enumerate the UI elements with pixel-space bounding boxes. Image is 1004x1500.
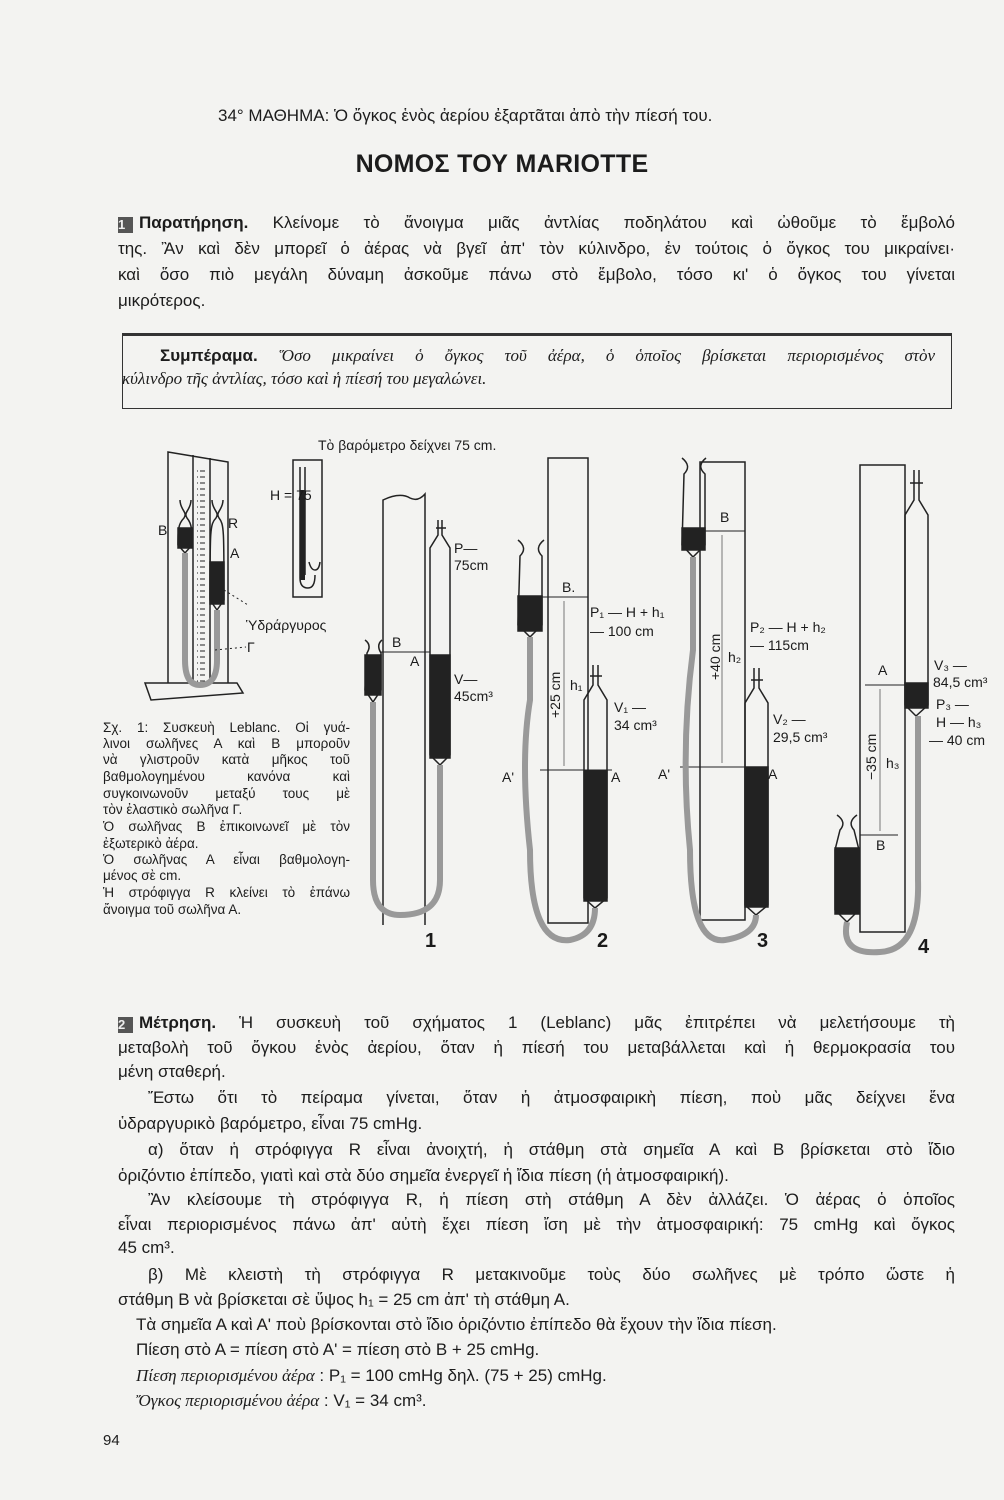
barometer-height: H = 75 [270, 487, 312, 503]
panel-number: 3 [757, 930, 769, 952]
p2-pressure: P₁ — H + h₁ [590, 604, 665, 620]
volume-result [136, 1391, 973, 1411]
caption-line: λινοι σωλῆνες Α καὶ Β μποροῦν [103, 736, 350, 751]
p4-pressure-formula: H — h₃ [936, 714, 982, 730]
conclusion-label: Συμπέραμα. [160, 346, 258, 365]
caption-line: ἐξωτερικὸ ἀέρα. [103, 836, 199, 851]
barometer-note: Τὸ βαρόμετρο δείχνει 75 cm. [318, 437, 497, 453]
section1-line: της. Ἂν καὶ δὲν μπορεῖ ὁ ἀέρας νὰ βγεῖ ἀπ' τὸν κύλινδρο, ἐν τούτοις ὁ ὄγκος του μικραίνει· [118, 239, 955, 258]
section1-line: μικρότερος. [118, 291, 206, 310]
p4-volume: V₃ — [934, 657, 967, 673]
page-title: ΝΟΜΟΣ ΤΟΥ MARIOTTE [355, 150, 649, 178]
section2-line: Τὰ σημεῖα Α καὶ Α' ποὺ βρίσκονται στὸ ἴδιο ὁριζόντιο ἐπίπεδο θὰ ἔχουν τὴν ἴδια πίεση. [136, 1315, 777, 1334]
p2-label-B: B. [562, 579, 576, 595]
p2-label-A-prime: A' [502, 769, 515, 785]
p2-pressure-value: — 100 cm [590, 623, 654, 639]
p3-pressure-value: — 115cm [750, 637, 809, 653]
volume-value: : V₁ = 34 cm³. [323, 1391, 427, 1410]
p3-label-A: A [768, 766, 778, 782]
p4-pressure: P₃ — [936, 696, 969, 712]
p4-volume-value: 84,5 cm³ [933, 674, 988, 690]
panel-number: 1 [425, 930, 437, 952]
section2-line: μένη σταθερή. [118, 1062, 226, 1081]
section2-heading: Μέτρηση. [139, 1013, 217, 1032]
panel-4 [835, 465, 928, 952]
conclusion-line: κύλινδρο τῆς ἀντλίας, τόσο καὶ ἡ πίεσή του μεγαλώνει. [122, 369, 487, 388]
caption-line: τὸν ἐλαστικὸ σωλῆνα Γ. [103, 802, 243, 817]
label-B: B [158, 522, 168, 538]
section2-line: στάθμη Β νὰ βρίσκεται σὲ ὕψος h₁ = 25 cm ἀπ' τὴ στάθμη Α. [118, 1290, 570, 1309]
p2-volume: V₁ — [614, 699, 646, 715]
p4-height: −35 cm [863, 733, 879, 780]
section2-line: Ἂν κλείσουμε τὴ στρόφιγγα R, ἡ πίεση στὴ στάθμη Α δὲν ἀλλάζει. Ὁ ἀέρας ὁ ὁποῖος [148, 1190, 955, 1209]
label-gamma: Γ [247, 639, 255, 655]
label-A: A [230, 545, 240, 561]
pressure-label: Πίεση περιορισμένου ἀέρα [136, 1366, 315, 1385]
p3-pressure: P₂ — H + h₂ [750, 619, 826, 635]
p4-label-A: A [878, 662, 888, 678]
caption-line: μένος σὲ cm. [103, 868, 182, 883]
section-number-badge: 1 [118, 217, 133, 233]
caption-line: νὰ γλιστροῦν κατὰ μῆκος τοῦ [103, 752, 350, 767]
p4-pressure-value: — 40 cm [929, 732, 986, 748]
conclusion-text: Ὅσο μικραίνει ὁ ὄγκος τοῦ ἀέρα, ὁ ὁποῖος βρίσκεται περιορισμένος στὸν [279, 346, 936, 365]
section2-line [118, 1013, 955, 1033]
caption-line: Ὁ σωλῆνας Α εἶναι βαθμολογη- [103, 852, 350, 867]
section2-line: μεταβολὴ τοῦ ὄγκου ἑνὸς ἀερίου, ὅταν ἡ πίεσή του μεταβάλλεται καὶ ἡ θερμοκρασία του [118, 1038, 955, 1057]
section2-line: ὑδραργυρικὸ βαρόμετρο, εἶναι 75 cmHg. [118, 1114, 423, 1133]
section2-line: Ἔστω ὅτι τὸ πείραμα γίνεται, ὅταν ἡ ἀτμοσφαιρικὴ πίεση, ποὺ μᾶς δείχνει ἕνα [148, 1088, 955, 1107]
p2-h: h₁ [570, 677, 583, 693]
label-R: R [228, 515, 239, 531]
volume-label: Ὄγκος περιορισμένου ἀέρα [136, 1391, 320, 1410]
panel-number: 2 [597, 930, 609, 952]
section1-heading: Παρατήρηση. [139, 213, 249, 232]
p3-height: +40 cm [707, 633, 723, 680]
caption-line: Ἡ στρόφιγγα R κλείνει τὸ ἐπάνω [103, 885, 350, 900]
caption-line: συγκοινωνοῦν μεταξύ τους μὲ [103, 786, 350, 801]
p1-label-B: B [392, 634, 402, 650]
p1-pressure-value: 75cm [454, 557, 489, 573]
section1-text: Κλείνομε τὸ ἄνοιγμα μιᾶς ἀντλίας ποδηλάτου καὶ ὠθοῦμε τὸ ἔμβολό [272, 213, 956, 232]
caption-line: βαθμολογημένου κανόνα καὶ [103, 769, 350, 784]
p4-h: h₃ [886, 755, 900, 771]
panel-3 [680, 458, 768, 940]
section2-line: β) Μὲ κλειστὴ τὴ στρόφιγγα R μετακινοῦμε τοὺς δύο σωλῆνες μὲ τρόπο ὥστε ἡ [148, 1265, 955, 1284]
panel-1 [365, 494, 450, 925]
p2-height: +25 cm [547, 671, 563, 718]
p3-volume: V₂ — [773, 711, 806, 727]
leblanc-apparatus [145, 452, 248, 700]
p1-pressure: P— [454, 540, 478, 556]
panel-number: 4 [918, 936, 930, 958]
panel-2 [518, 458, 612, 940]
section2-line: ὁριζόντιο ἐπίπεδο, γιατὶ καὶ στὰ δύο σημεῖα ἐνεργεῖ ἡ ἴδια πίεση (ἡ ἀτμοσφαιρική). [118, 1166, 729, 1185]
barometer [293, 460, 322, 597]
section2-text: Ἡ συσκευὴ τοῦ σχήματος 1 (Leblanc) μᾶς ἐπιτρέπει νὰ μελετήσουμε τὴ [239, 1013, 955, 1032]
page-number: 94 [103, 1432, 120, 1449]
p3-h: h₂ [728, 649, 742, 665]
section2-line: εἶναι περιορισμένος πάνω ἀπ' αὐτὴ ἔχει πίεση ἴση μὲ τὴν ἀτμοσφαιρική: 75 cmHg καὶ ὄγκος [118, 1215, 955, 1234]
p3-label-A-prime: A' [658, 766, 671, 782]
section1-line: καὶ ὅσο πιὸ μεγάλη δύναμη ἀσκοῦμε πάνω στὸ ἔμβολο, τόσο κι' ὁ ὄγκος του γίνεται [118, 265, 955, 284]
lesson-header: 34° ΜΑΘΗΜΑ: Ὁ ὄγκος ἑνὸς ἀερίου ἐξαρτᾶται ἀπὸ τὴν πίεσή του. [218, 106, 713, 125]
p2-label-A: A [611, 769, 621, 785]
p2-volume-value: 34 cm³ [614, 717, 657, 733]
pressure-value: : P₁ = 100 cmHg δηλ. (75 + 25) cmHg. [319, 1366, 607, 1385]
mercury-label: Ὑδράργυρος [246, 617, 327, 633]
p1-volume: V— [454, 671, 478, 687]
caption-line: Ὁ σωλῆνας Β ἐπικοινωνεῖ μὲ τὸν [103, 819, 350, 834]
pressure-result [136, 1366, 973, 1386]
p1-volume-value: 45cm³ [454, 688, 493, 704]
caption-line: Σχ. 1: Συσκευὴ Leblanc. Οἱ γυά- [103, 720, 350, 735]
p3-label-B: B [720, 509, 730, 525]
section-number-badge: 2 [118, 1017, 133, 1033]
section2-line: α) ὅταν ἡ στρόφιγγα R εἶναι ἀνοιχτή, ἡ στάθμη στὰ σημεῖα Α καὶ Β βρίσκεται στὸ ἴδιο [148, 1140, 955, 1159]
section2-line: 45 cm³. [118, 1238, 175, 1257]
section2-line: Πίεση στὸ Α = πίεση στὸ Α' = πίεση στὸ Β + 25 cmHg. [136, 1340, 540, 1359]
p3-volume-value: 29,5 cm³ [773, 729, 828, 745]
p4-label-B: B [876, 837, 886, 853]
p1-label-A: A [410, 653, 420, 669]
caption-line: ἄνοιγμα τοῦ σωλῆνα Α. [103, 902, 242, 917]
